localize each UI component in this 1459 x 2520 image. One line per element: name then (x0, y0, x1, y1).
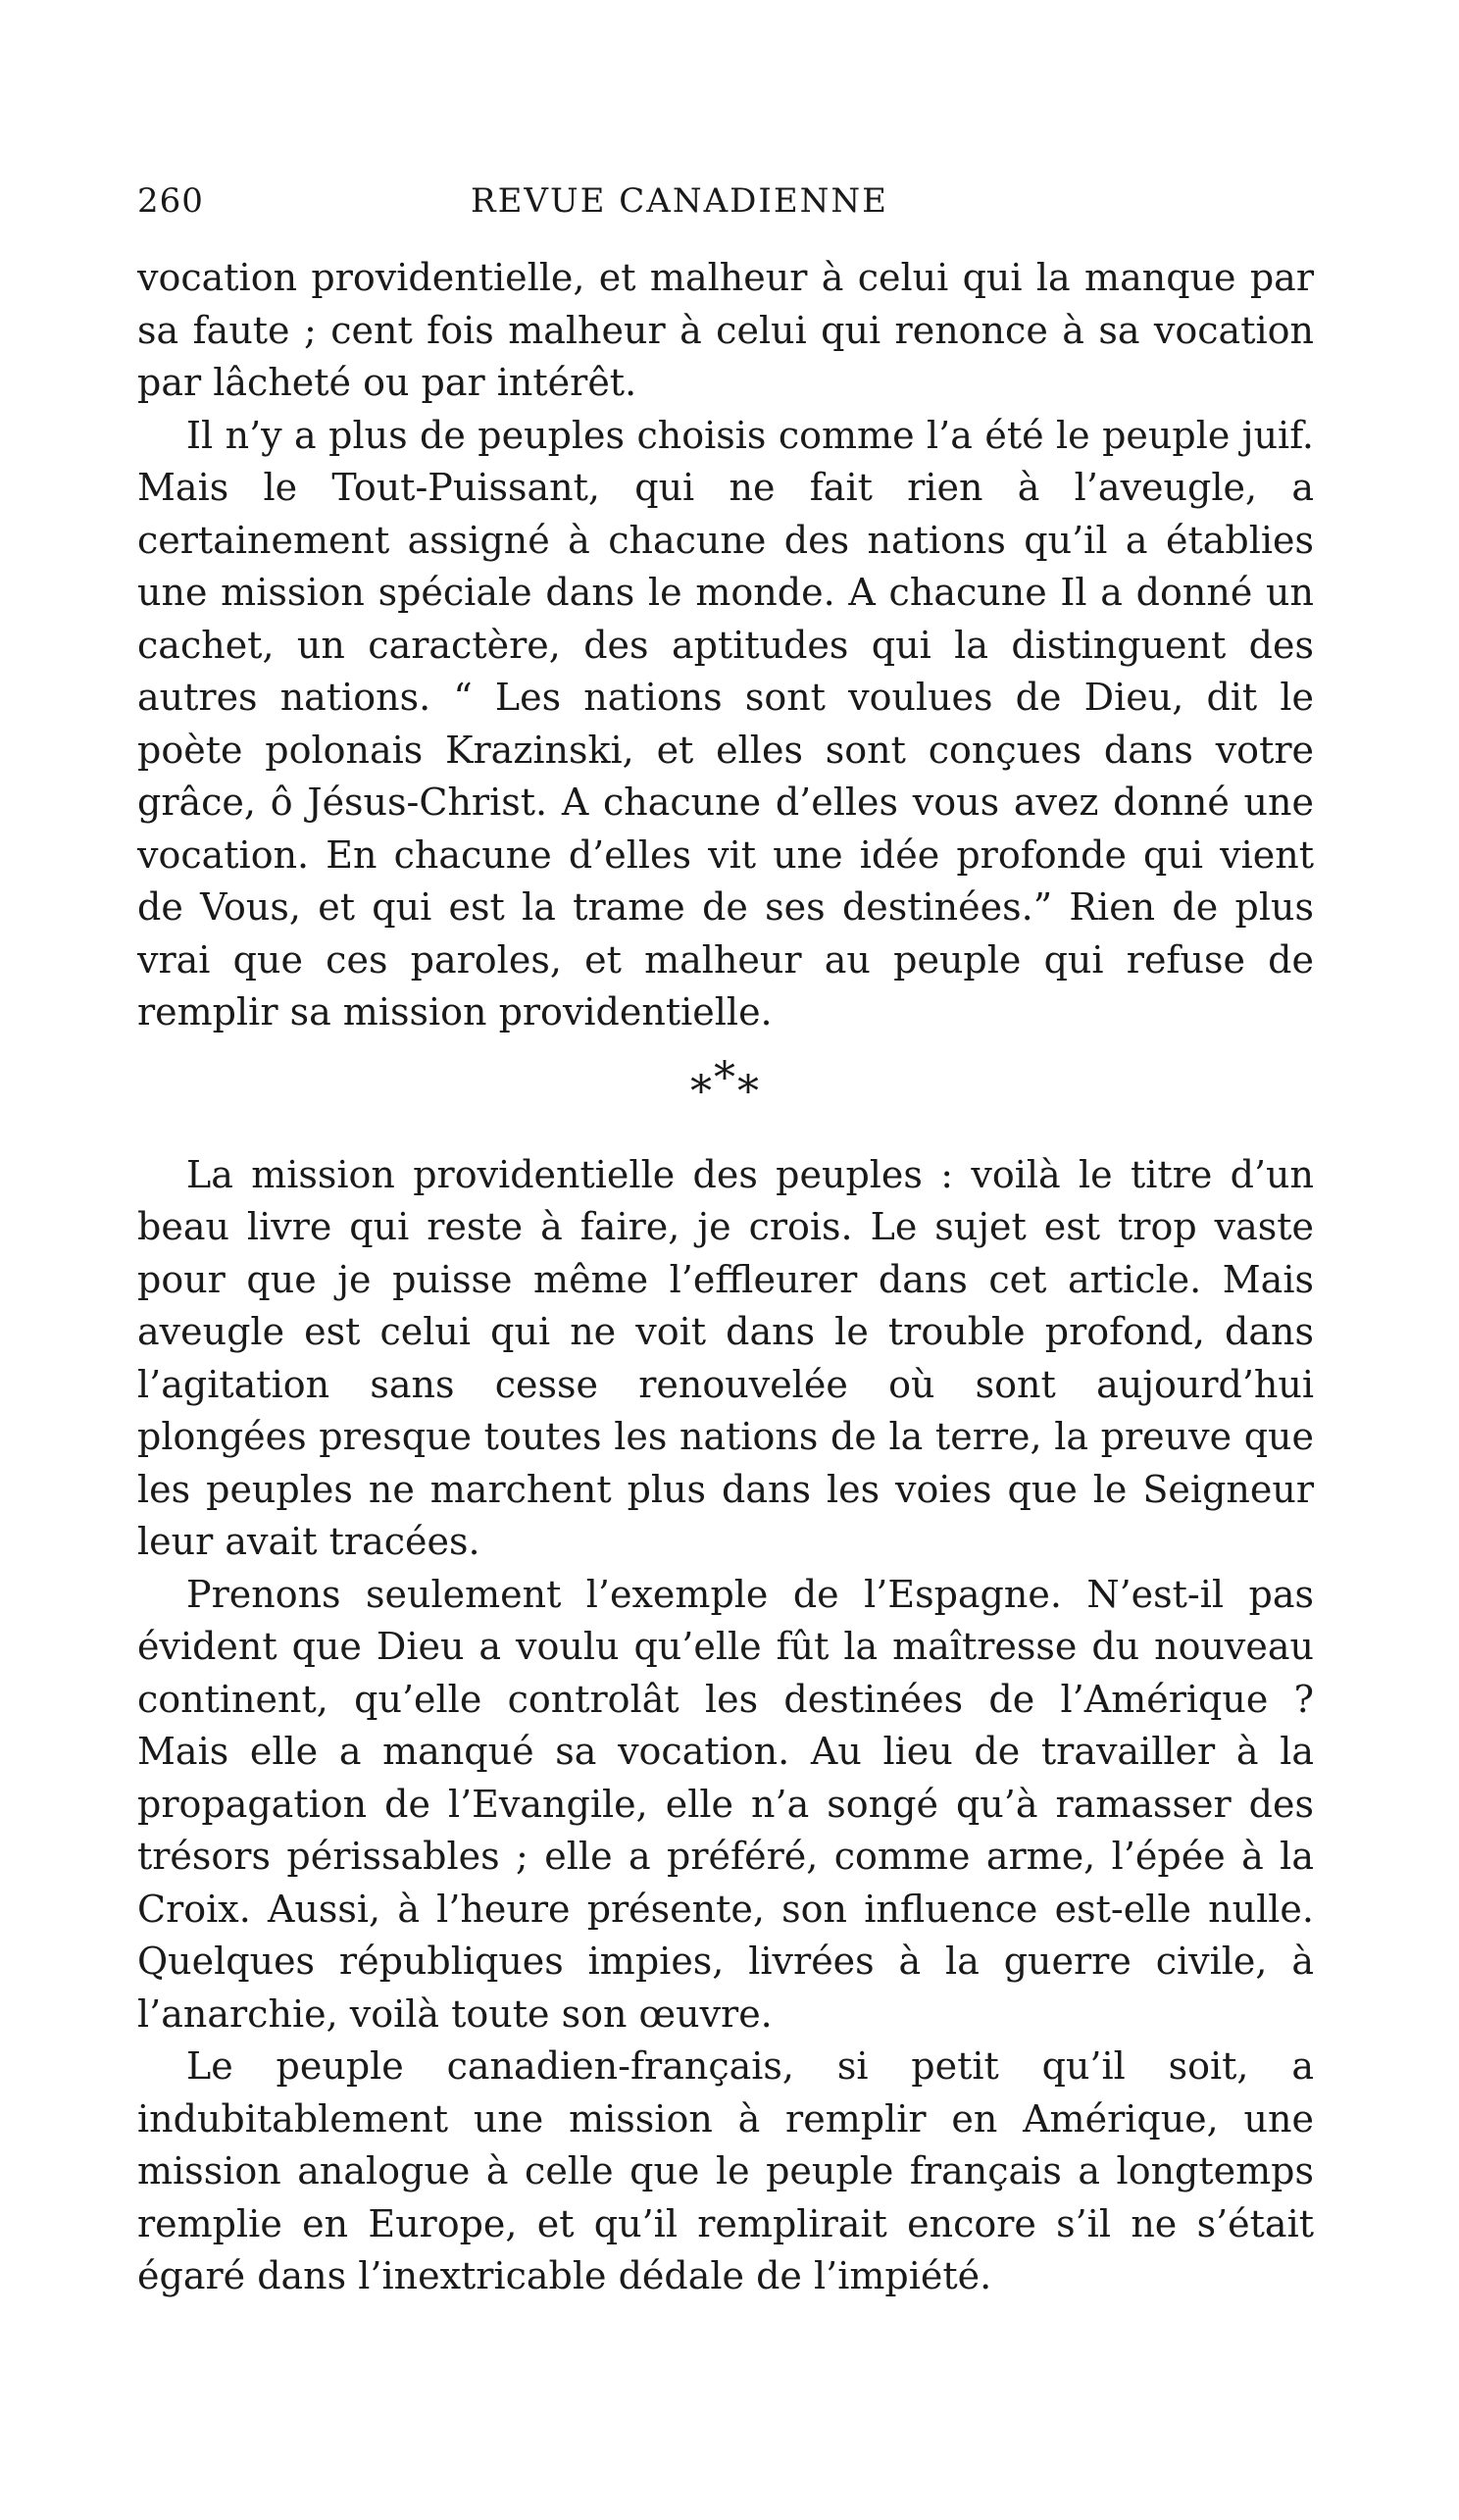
asterisk-left: * (690, 1066, 714, 1117)
asterism-section-break (137, 1052, 1314, 1122)
paragraph-french-canadian-people: Le peuple canadien-français, si petit qu’il soit, a indubitablement une mission à remplir en Amérique, une mission analogue à celle que le peuple français a longtemps remplie en Europe, et qu’il remplirait encore s’il ne s’était égaré dans l’inextricable dédale de l’impiété. (137, 2044, 1314, 2297)
paragraph-continuation: vocation providentielle, et malheur à celui qui la manque par sa faute ; cent fois malheur à celui qui renonce à sa vocation par lâcheté ou par intérêt. (137, 256, 1314, 404)
asterisk-right: * (737, 1066, 761, 1117)
paragraph-providential-mission: La mission providentielle des peuples : voilà le titre d’un beau livre qui reste à faire, je crois. Le sujet est trop vaste pour que je puisse même l’effleurer dans cet article. Mais aveugle est celui qui ne voit dans le trouble profond, dans l’agitation sans cesse renouvelée où sont aujourd’hui plongées presque toutes les nations de la terre, la preuve que les peuples ne marchent plus dans les voies que le Seigneur leur avait tracées. (137, 1152, 1314, 1563)
paragraph-chosen-peoples: Il n’y a plus de peuples choisis comme l’a été le peuple juif. Mais le Tout-Puissant, qui ne fait rien à l’aveugle, a certainement assigné à chacune des nations qu’il a établies une mission spéciale dans le monde. A chacune Il a donné un cachet, un caractère, des aptitudes qui la distinguent des autres nations. “ Les nations sont voulues de Dieu, dit le poète polonais Krazinski, et elles sont conçues dans votre grâce, ô Jésus-Christ. A chacune d’elles vous avez donné une vocation. En chacune d’elles vit une idée profonde qui vient de Vous, et qui est la trame de ses destinées.” Rien de plus vrai que ces paroles, et malheur au peuple qui refuse de remplir sa mission providentielle. (137, 413, 1314, 1033)
running-head (137, 181, 1314, 240)
page-number: 260 (137, 181, 204, 221)
asterisk-middle: * (714, 1052, 737, 1103)
journal-title: REVUE CANADIENNE (471, 181, 888, 221)
paragraph-spain-example: Prenons seulement l’exemple de l’Espagne. N’est-il pas évident que Dieu a voulu qu’elle fût la maîtresse du nouveau continent, qu’elle controlât les destinées de l’Amérique ? Mais elle a manqué sa vocation. Au lieu de travailler à la propagation de l’Evangile, elle n’a songé qu’à ramasser des trésors périssables ; elle a préféré, comme arme, l’épée à la Croix. Aussi, à l’heure présente, son influence est-elle nulle. Quelques républiques impies, livrées à la guerre civile, à l’anarchie, voilà toute son œuvre. (137, 1572, 1314, 2036)
body-text (137, 252, 1314, 2303)
book-page (137, 181, 1314, 2303)
